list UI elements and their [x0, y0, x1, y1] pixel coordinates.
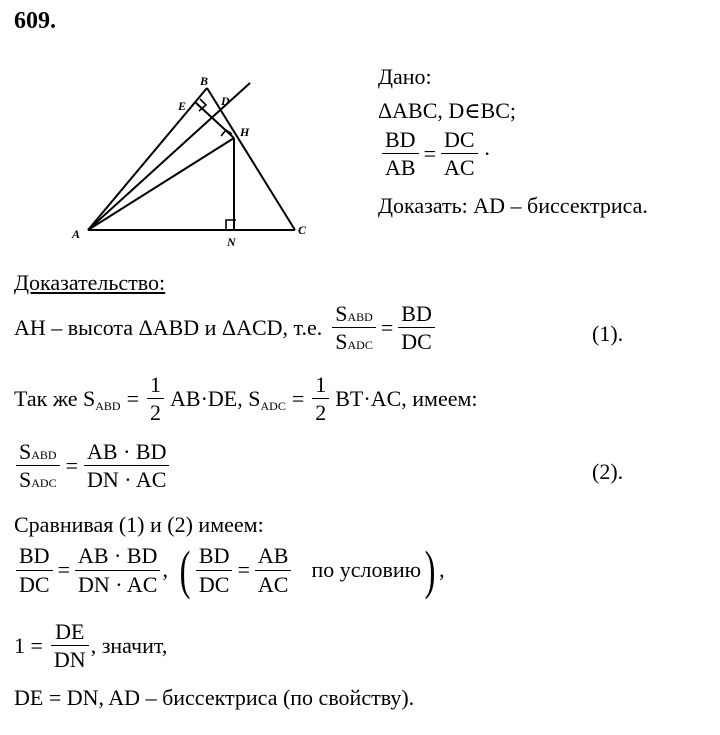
proof-line-1: AH – высота ΔABD и ΔACD, т.е. $\frac{\text{SABD}}{\text{SADC}}$ = $\frac{BD}{DC}$ — [14, 302, 437, 353]
label-n: N — [227, 235, 236, 249]
label-c: C — [298, 223, 307, 237]
equation-tag-2: (2). — [592, 459, 624, 484]
equation-tag-1: (1). — [592, 321, 624, 346]
proof-heading: Доказательство: — [14, 270, 166, 295]
given-ratio: $\frac{BD}{AB}$ = $\frac{DC}{AC}$ · — [380, 128, 491, 179]
given-line: ΔABC, D∈BC; — [378, 98, 517, 123]
triangle-diagram — [60, 70, 330, 250]
proof-line-4: Сравнивая (1) и (2) имеем: — [14, 512, 264, 537]
side-ab — [88, 88, 207, 230]
label-d: D — [221, 94, 230, 108]
given-prove: Доказать: AD – биссектриса. — [378, 193, 648, 218]
label-b: B — [200, 74, 209, 88]
proof-line-2: Так же S ABD = $\frac{1}{2}$ AB·DE, S ADC = $\frac{1}{2}$ BT·AC, имеем: — [14, 372, 478, 426]
proof-line-6: 1 = $\frac{DE}{DN}$ , значит, — [14, 619, 168, 673]
proof-line-3: $\frac{\text{SABD}}{\text{SADC}}$ = $\frac{AB \cdot BD}{DN \cdot AC}$ — [14, 440, 171, 491]
segment-ah — [88, 138, 234, 230]
proof-line-7: DE = DN, AD – биссектриса (по свойству). — [14, 685, 415, 710]
label-e: E — [178, 99, 187, 113]
label-a: A — [72, 227, 81, 241]
problem-number: 609. — [14, 8, 56, 34]
proof-line-5: $\frac{BD}{DC}$ = $\frac{AB \cdot BD}{DN \cdot AC}$ , ( $\frac{BD}{DC}$ = $\frac{AB}{AC}$ по условию ) , — [14, 543, 445, 597]
given-heading: Дано: — [378, 64, 432, 89]
label-h: H — [240, 125, 250, 139]
